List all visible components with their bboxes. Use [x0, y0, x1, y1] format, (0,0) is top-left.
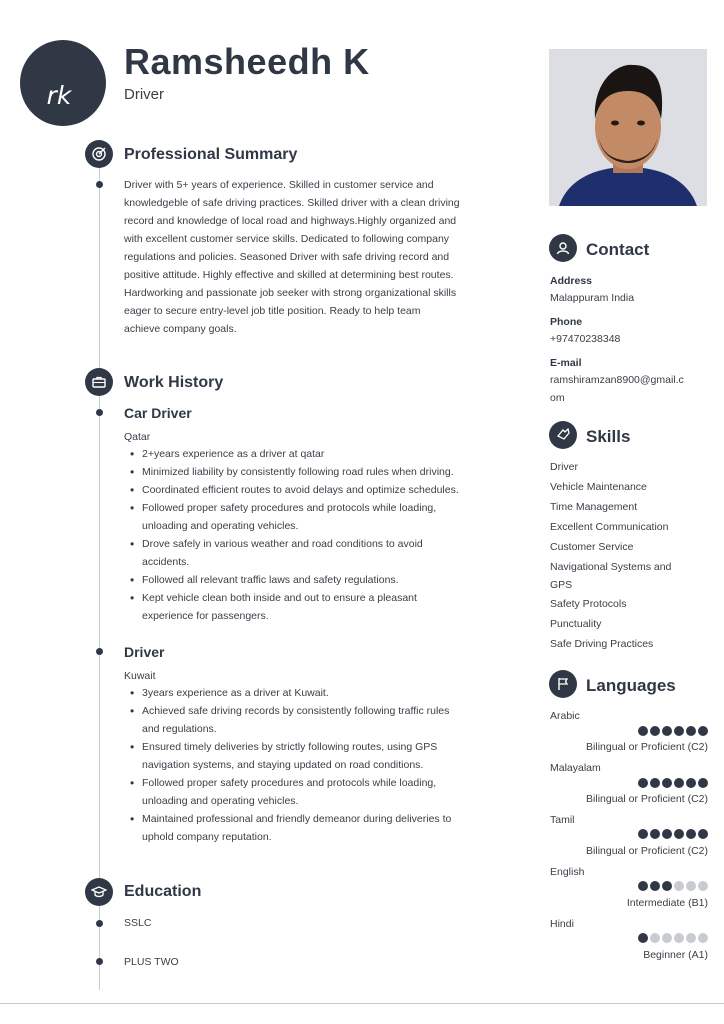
language-level: Bilingual or Proficient (C2): [586, 793, 708, 805]
rating-dot: [698, 778, 708, 788]
job-bullets: [126, 445, 526, 625]
candidate-name: Ramsheedh K: [124, 41, 370, 82]
rating-dot: [698, 933, 708, 943]
language-item: [550, 710, 580, 722]
page-bottom-rule: [0, 1003, 724, 1004]
rating-dot: [662, 829, 672, 839]
language-name: Arabic: [550, 710, 580, 722]
rating-dot: [662, 726, 672, 736]
education-item: PLUS TWO: [124, 956, 179, 968]
language-item: [550, 866, 584, 878]
list-item: • 3years experience as a driver at Kuwait.: [142, 684, 526, 702]
rating-dot: [674, 829, 684, 839]
language-item: [550, 814, 575, 826]
list-item: • Maintained professional and friendly demeanor during deliveries to uphold company reputation.: [142, 810, 526, 846]
phone-value: +97470238348: [550, 333, 621, 345]
graduation-cap-icon: [85, 878, 113, 906]
timeline-dot: [96, 958, 103, 965]
summary-line: regulations and policies. Seasoned Driver with safe driving record and: [124, 251, 450, 263]
email-label: E-mail: [550, 357, 582, 369]
rating-dot: [686, 829, 696, 839]
rating-dot: [674, 881, 684, 891]
education-heading: Education: [124, 883, 202, 900]
contact-heading: Contact: [586, 240, 650, 259]
language-item: [550, 918, 574, 930]
language-name: Hindi: [550, 918, 574, 930]
list-item: • Drove safely in various weather and road conditions to avoid accidents.: [142, 535, 526, 571]
list-item: • Followed all relevant traffic laws and safety regulations.: [142, 571, 526, 589]
address-value: Malappuram India: [550, 292, 635, 304]
languages-heading: Languages: [586, 676, 676, 695]
summary-line: Driver with 5+ years of experience. Skilled in customer service and: [124, 179, 434, 191]
summary-line: achieve company goals.: [124, 323, 237, 335]
summary-line: knowledgeble of safe driving practices. Skilled driver with a clean driving: [124, 197, 460, 209]
education-item: SSLC: [124, 917, 152, 929]
timeline-dot: [96, 920, 103, 927]
list-item: • Kept vehicle clean both inside and out to ensure a pleasant experience for passengers.: [142, 589, 526, 625]
timeline-line: [99, 162, 100, 990]
rating-dot: [662, 778, 672, 788]
flag-icon: [549, 670, 577, 698]
list-item: • Ensured timely deliveries by strictly following routes, using GPS navigation systems, and staying updated on road conditions.: [142, 738, 526, 774]
skill-item: Safety Protocols: [550, 598, 627, 610]
list-item: • Followed proper safety procedures and protocols while loading, unloading and operating vehicles.: [142, 499, 526, 535]
language-level: Intermediate (B1): [626, 897, 708, 909]
summary-line: eager to secure entry-level job title position. Ready to help team: [124, 305, 421, 317]
rating-dot: [698, 881, 708, 891]
email-line: ramshiramzan8900@gmail.c: [550, 374, 684, 386]
language-name: English: [550, 866, 585, 878]
rating-dot: [698, 829, 708, 839]
email-value: [550, 371, 684, 407]
list-item: • Achieved safe driving records by consistently following traffic rules and regulations.: [142, 702, 526, 738]
rating-dot: [674, 726, 684, 736]
rating-dot: [638, 881, 648, 891]
briefcase-icon: [85, 368, 113, 396]
summary-line: Hardworking and passionate job seeker with strong organizational skills: [124, 287, 457, 299]
skill-item: Safe Driving Practices: [550, 638, 654, 650]
language-name: Tamil: [550, 814, 575, 826]
rating-dot: [650, 726, 660, 736]
rating-dot: [674, 778, 684, 788]
person-icon: [549, 234, 577, 262]
rating-dot: [686, 881, 696, 891]
candidate-role: Driver: [124, 86, 164, 103]
initials-text: rk: [46, 81, 72, 110]
rating-dot: [686, 726, 696, 736]
skill-item: Time Management: [550, 501, 638, 513]
rating-dot: [686, 933, 696, 943]
rating-dot: [662, 933, 672, 943]
rating-dot: [674, 933, 684, 943]
skill-item: Punctuality: [550, 618, 602, 630]
summary-line: with excellent customer service skills. Dedicated to following company: [124, 233, 450, 245]
work-heading: Work History: [124, 374, 224, 391]
summary-heading: Professional Summary: [124, 146, 298, 163]
language-level: Beginner (A1): [643, 949, 708, 961]
rating-dot: [638, 933, 648, 943]
rating-dot: [638, 829, 648, 839]
summary-line: positive attitude. Highly effective and skilled at determining best routes.: [124, 269, 454, 281]
timeline-dot: [96, 181, 103, 188]
list-item: • Coordinated efficient routes to avoid delays and optimize schedules.: [142, 481, 526, 499]
job-location: Kuwait: [124, 670, 156, 682]
language-level: Bilingual or Proficient (C2): [586, 741, 708, 753]
email-line: om: [550, 392, 565, 404]
rating-dot: [650, 881, 660, 891]
rating-dot: [650, 933, 660, 943]
rating-dot: [638, 778, 648, 788]
job-title: Car Driver: [124, 405, 192, 421]
skill-item: Customer Service: [550, 541, 634, 553]
language-rating: [548, 726, 708, 736]
language-item: [550, 762, 601, 774]
job-location: Qatar: [124, 431, 151, 443]
language-rating: [548, 933, 708, 943]
rating-dot: [662, 881, 672, 891]
language-name: Malayalam: [550, 762, 601, 774]
skills-heading: Skills: [586, 427, 631, 446]
rating-dot: [638, 726, 648, 736]
rating-dot: [650, 829, 660, 839]
language-rating: [548, 778, 708, 788]
language-level: Bilingual or Proficient (C2): [586, 845, 708, 857]
timeline-dot: [96, 648, 103, 655]
language-rating: [548, 829, 708, 839]
skill-item: Navigational Systems and: [550, 561, 672, 573]
initials-avatar: [20, 40, 106, 126]
list-item: • Minimized liability by consistently following road rules when driving.: [142, 463, 526, 481]
skill-item: Vehicle Maintenance: [550, 481, 647, 493]
address-label: Address: [550, 275, 593, 287]
profile-photo: [549, 49, 707, 206]
phone-label: Phone: [550, 316, 583, 328]
skills-icon: [549, 421, 577, 449]
skill-item: GPS: [550, 579, 573, 591]
job-title: Driver: [124, 644, 165, 660]
rating-dot: [698, 726, 708, 736]
job-bullets: [126, 684, 526, 846]
rating-dot: [686, 778, 696, 788]
summary-text: [124, 176, 534, 338]
skill-item: Excellent Communication: [550, 521, 669, 533]
skills-list: [550, 457, 720, 654]
list-item: • Followed proper safety procedures and protocols while loading, unloading and operating vehicles.: [142, 774, 526, 810]
timeline-dot: [96, 409, 103, 416]
rating-dot: [650, 778, 660, 788]
target-icon: [85, 140, 113, 168]
language-rating: [548, 881, 708, 891]
summary-line: record and knowledge of local road and highways.Highly organized and: [124, 215, 457, 227]
skill-item: Driver: [550, 461, 578, 473]
list-item: • 2+years experience as a driver at qatar: [142, 445, 526, 463]
